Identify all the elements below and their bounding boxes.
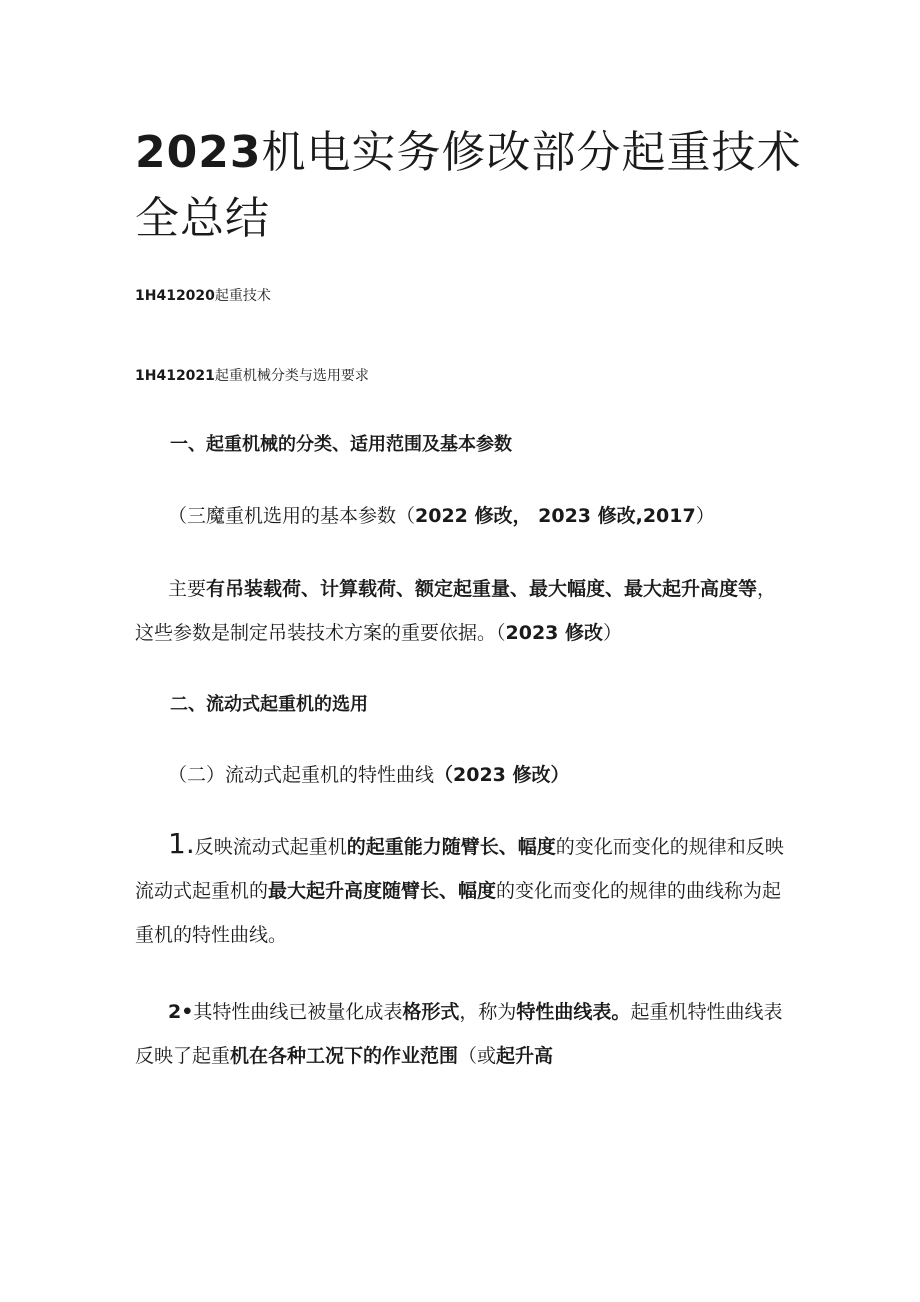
item2-b: 格形式 (402, 1001, 460, 1023)
item2-c: ，称为 (459, 1001, 517, 1023)
section-name: 起重技术 (214, 288, 271, 304)
item1-e: 的变化而变化的规律的曲线称为起重机的特性曲线。 (135, 880, 782, 946)
paragraph-main-params (135, 567, 795, 655)
item2-d: 特性曲线表。 (516, 1001, 631, 1023)
item2-number: 2• (168, 1001, 194, 1023)
section-code: 1H412020 (135, 288, 215, 304)
subsection-name: 起重机械分类与选用要求 (214, 368, 369, 384)
document-title (135, 120, 815, 252)
title-year: 2023 (135, 127, 262, 178)
item2-f: 机在各种工况下的作业范围 (230, 1045, 459, 1067)
p1-bold: 2022 修改， 2023 修改,2017 (415, 505, 696, 527)
p2-tail: ，这些参数是制定吊装技术方案的重要依据。（ (135, 578, 777, 644)
item1-c: 的变化而变化的规律和反映流动式起重机的 (135, 836, 784, 902)
item2-a: 其特性曲线已被量化成表 (193, 1001, 403, 1023)
heading-one: 一、起重机械的分类、适用范围及基本参数 (170, 434, 512, 455)
heading-two: 二、流动式起重机的选用 (170, 694, 368, 715)
title-text: 机电实务修改部分起重技术全总结 (135, 127, 802, 244)
item2-h: 起升高 (496, 1045, 554, 1067)
item2-e: 起重机特性曲线表反映了起重 (135, 1001, 783, 1067)
p3-open: （二）流动式起重机的特性曲线 (168, 764, 435, 786)
p2-bold: 有吊装载荷、计算载荷、额定起重量、最大幅度、最大起升高度等 (206, 578, 758, 600)
subsection-heading (135, 366, 369, 386)
paragraph-curve-title (168, 762, 570, 788)
p1-open: （三魔重机选用的基本参数（ (168, 505, 416, 527)
list-item-two (135, 990, 795, 1078)
item1-a: 反映流动式起重机 (194, 836, 347, 858)
section-heading (135, 286, 271, 306)
p2-lead: 主要 (168, 578, 207, 600)
list-item-one (135, 822, 795, 957)
p2-close: ） (603, 622, 623, 644)
p1-close: ） (695, 505, 715, 527)
item1-number: 1. (168, 827, 195, 860)
item1-b: 的起重能力随臂长、幅度 (346, 836, 556, 858)
item2-g: （或 (458, 1045, 497, 1067)
subsection-code: 1H412021 (135, 368, 215, 384)
item1-d: 最大起升高度随臂长、幅度 (268, 880, 497, 902)
p3-bold: （2023 修改） (434, 764, 570, 786)
p2-bold2: 2023 修改 (505, 622, 604, 644)
paragraph-params (168, 503, 715, 529)
